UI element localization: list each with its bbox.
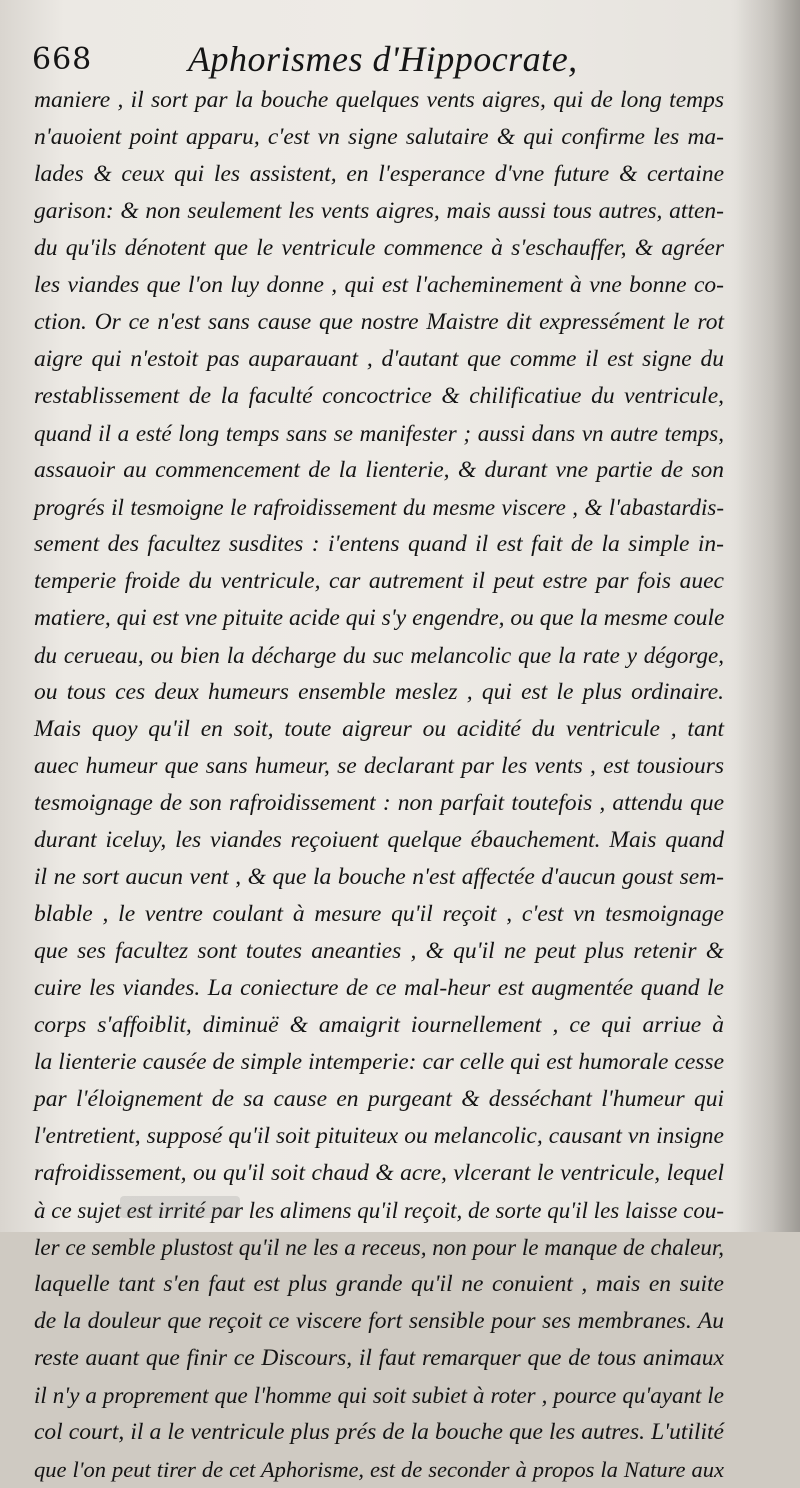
text-line: ou tous ces deux humeurs ensemble meslez , qui est le plus ordinaire. [34,679,724,705]
text-line: tesmoignage de son rafroidissement : non parfait toutefois , attendu que [34,790,724,816]
text-line: il n'y a proprement que l'homme qui soit subiet à roter , pource qu'ayant le [34,1383,724,1408]
text-line: aigre qui n'estoit pas auparauant , d'autant que comme il est signe du [34,346,724,372]
text-line: ction. Or ce n'est sans cause que nostre Maistre dit expressément le rot [34,309,724,335]
text-line: cuire les viandes. La coniecture de ce mal-heur est augmentée quand le [34,975,724,1001]
text-line: progrés il tesmoigne le rafroidissement du mesme viscere , & l'abastardis- [34,495,724,520]
text-line: n'auoient point apparu, c'est vn signe salutaire & qui confirme les ma- [34,124,724,150]
text-line: ler ce semble plustost qu'il ne les a receus, non pour le manque de chaleur, [34,1235,724,1260]
text-line: maniere , il sort par la bouche quelques vents aigres, qui de long temps [34,87,724,113]
page-number: 668 [32,42,93,77]
text-line: Mais quoy qu'il en soit, toute aigreur ou acidité du ventricule , tant [34,716,724,742]
text-line: matiere, qui est vne pituite acide qui s'y engendre, ou que la mesme coule [34,605,725,631]
body-text [34,82,724,1488]
text-line: sement des facultez susdites : i'entens quand il est fait de la simple in- [34,531,724,557]
text-line: assauoir au commencement de la lienterie, & durant vne partie de son [34,457,724,483]
text-line: il ne sort aucun vent , & que la bouche n'est affectée d'aucun goust sem- [34,864,724,890]
text-line: la lienterie causée de simple intemperie: car celle qui est humorale cesse [34,1049,724,1075]
text-line: garison: & non seulement les vents aigres, mais aussi tous autres, atten- [34,198,724,224]
text-line: quand il a esté long temps sans se manifester ; aussi dans vn autre temps, [34,421,724,446]
text-line: que ses facultez sont toutes aneanties , & qu'il ne peut plus retenir & [34,938,724,964]
text-line: col court, il a le ventricule plus prés de la bouche que les autres. L'utilité [34,1419,724,1445]
text-line: laquelle tant s'en faut est plus grande qu'il ne conuient , mais en suite [34,1271,724,1297]
text-line: à ce sujet est irrité par les alimens qu'il reçoit, de sorte qu'il les laisse cou- [34,1198,724,1223]
running-head: Aphorismes d'Hippocrate, [188,39,578,79]
print-smudge [120,1196,240,1218]
text-line: par l'éloignement de sa cause en purgeant & desséchant l'humeur qui [34,1086,724,1112]
text-line: durant iceluy, les viandes reçoiuent quelque ébauchement. Mais quand [34,827,724,853]
text-line: du qu'ils dénotent que le ventricule commence à s'eschauffer, & agréer [34,235,724,261]
text-line: les viandes que l'on luy donne , qui est l'acheminement à vne bonne co- [34,272,724,298]
text-line: du cerueau, ou bien la décharge du suc melancolic que la rate y dégorge, [34,643,724,668]
text-line: restablissement de la faculté concoctrice & chilificatiue du ventricule, [34,383,724,409]
text-line: que l'on peut tirer de cet Aphorisme, est de seconder à propos la Nature aux [34,1457,724,1482]
text-line: auec humeur que sans humeur, se declarant par les vents , est tousiours [34,753,724,779]
text-line: blable , le ventre coulant à mesure qu'il reçoit , c'est vn tesmoignage [34,901,724,927]
text-line: rafroidissement, ou qu'il soit chaud & acre, vlcerant le ventricule, lequel [34,1160,724,1186]
text-line: l'entretient, supposé qu'il soit pituiteux ou melancolic, causant vn insigne [34,1123,724,1149]
text-line: temperie froide du ventricule, car autrement il peut estre par fois auec [34,568,724,594]
page-shadow [730,0,800,1232]
text-line: reste auant que finir ce Discours, il faut remarquer que de tous animaux [34,1345,724,1371]
text-line: lades & ceux qui les assistent, en l'esperance d'vne future & certaine [34,161,724,187]
page-header [28,38,768,86]
text-line: corps s'affoiblit, diminuë & amaigrit iournellement , ce qui arriue à [34,1012,724,1038]
text-line: de la douleur que reçoit ce viscere fort sensible pour ses membranes. Au [34,1308,724,1334]
